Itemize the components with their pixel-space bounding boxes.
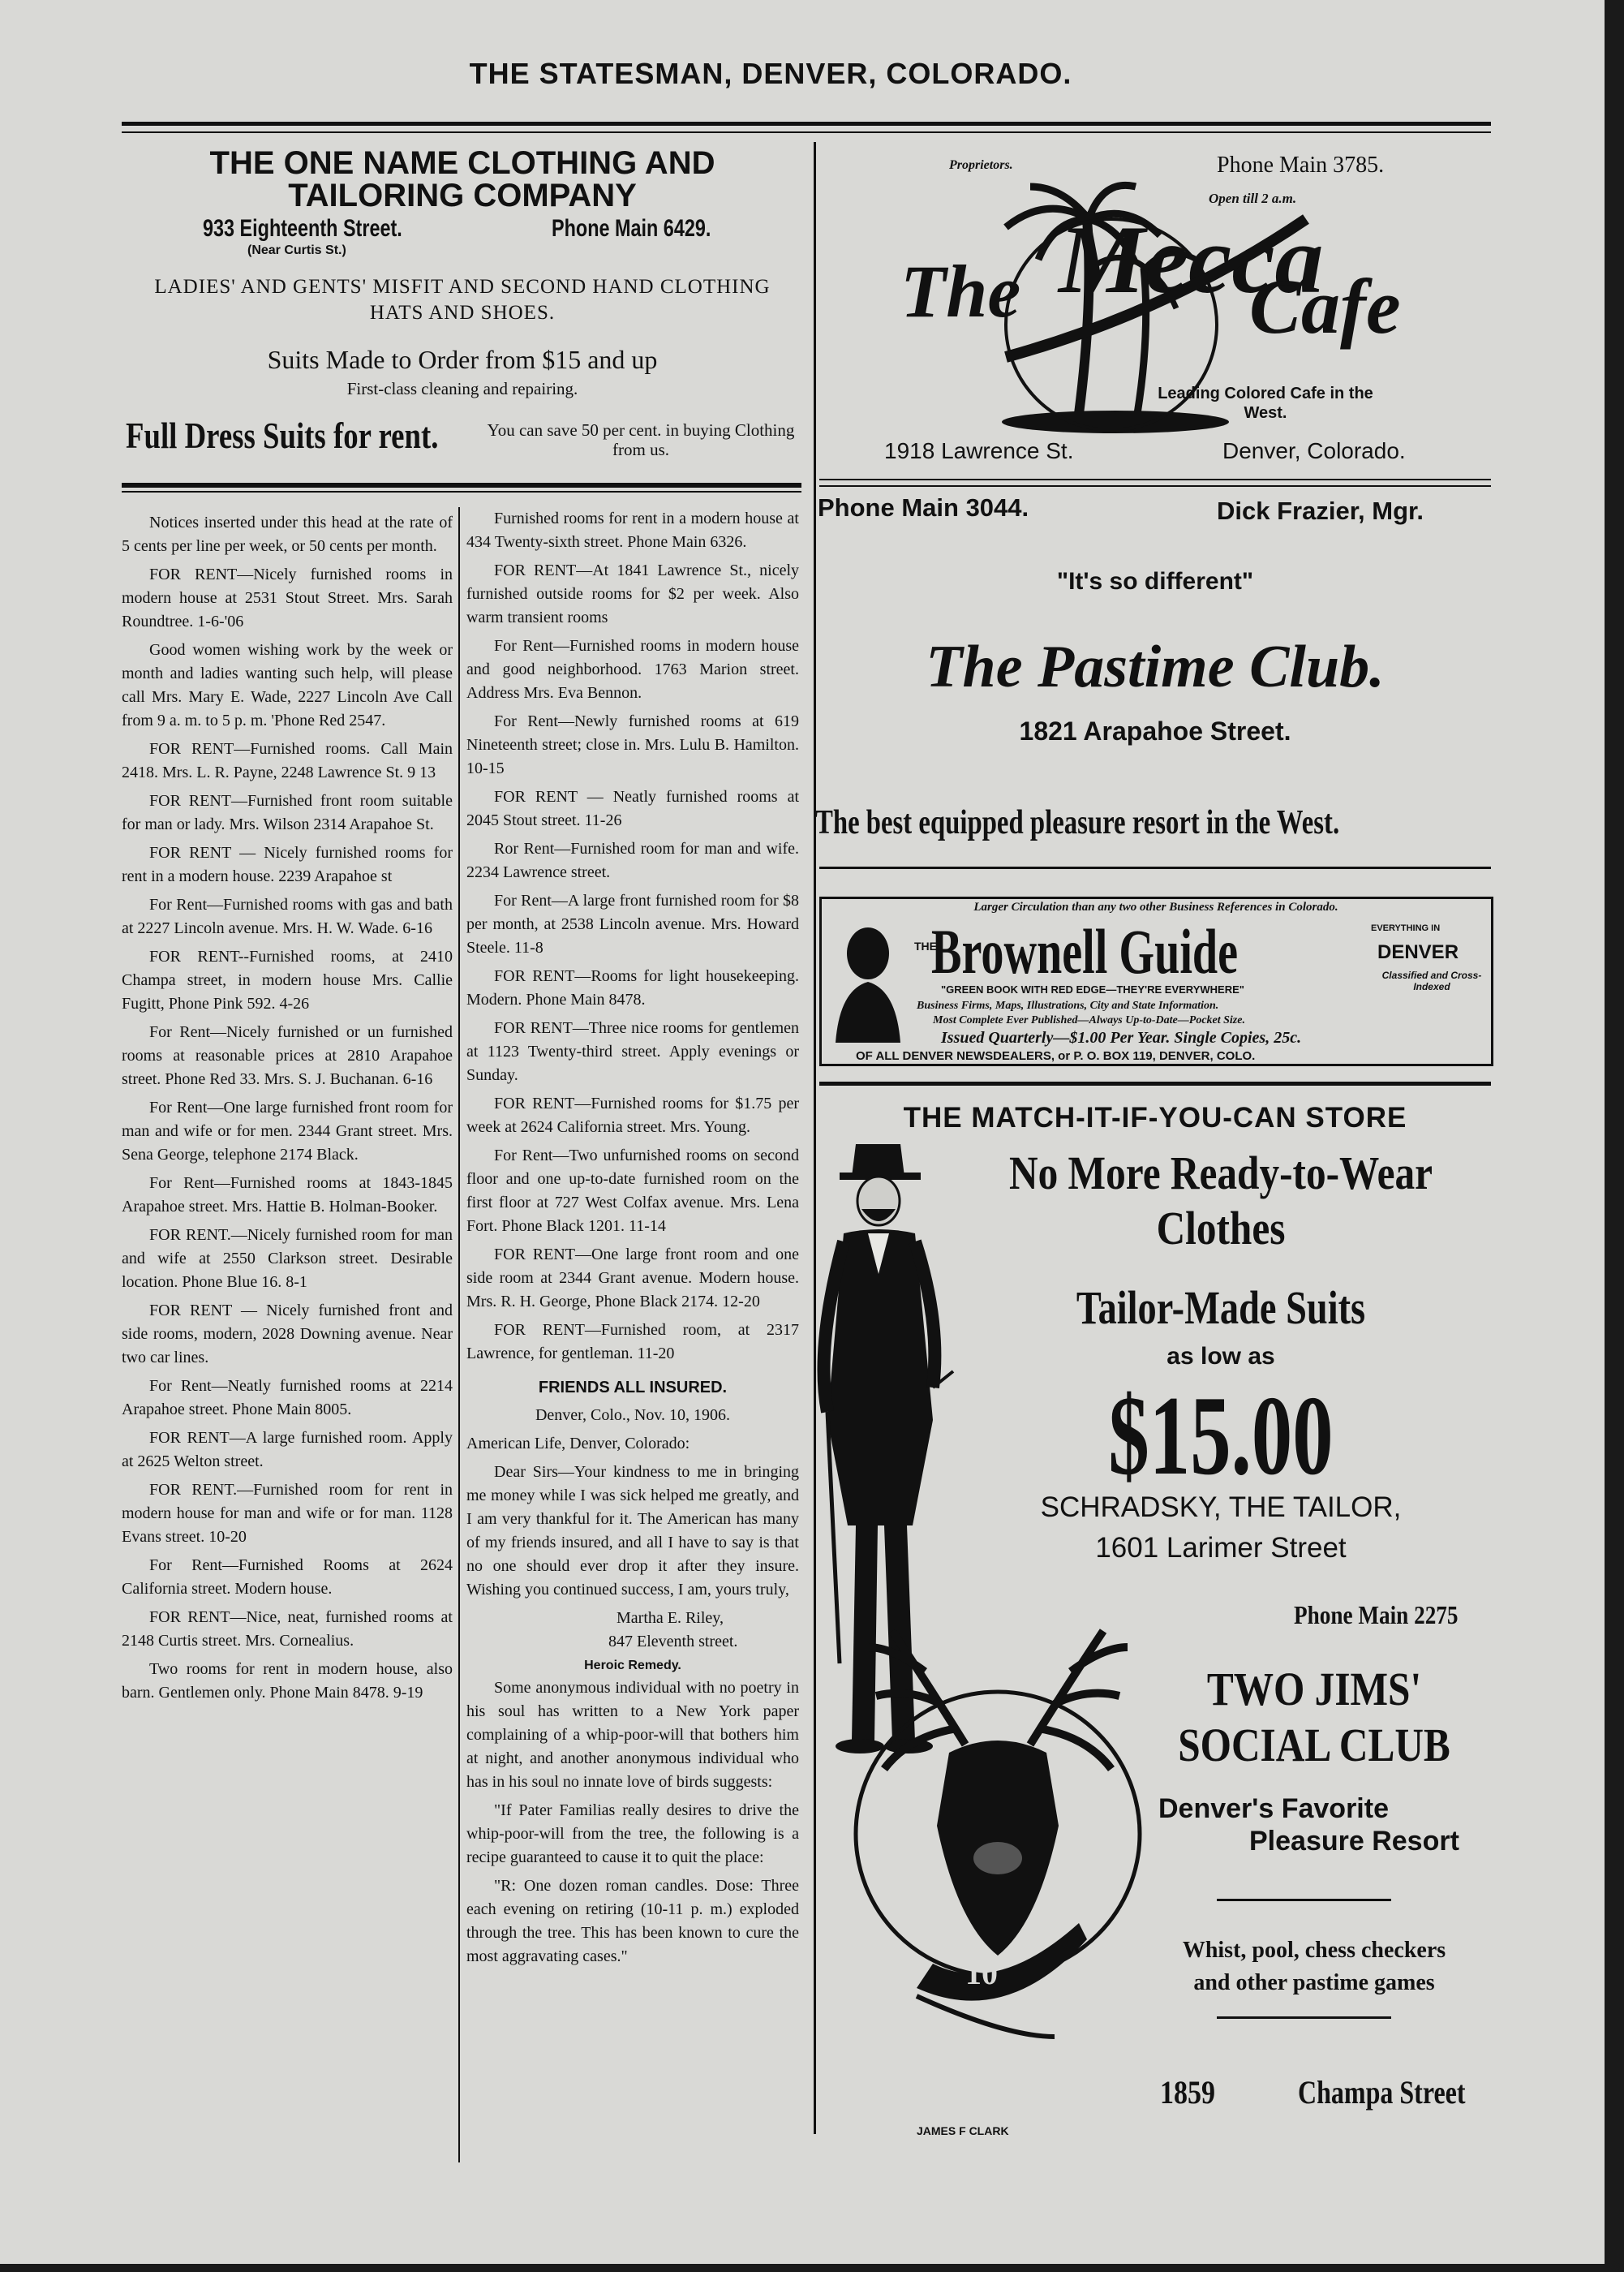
tailor-address: 1601 Larimer Street [1095, 1532, 1347, 1564]
clothing-ad-dress: Full Dress Suits for rent. [126, 415, 439, 456]
brownell-everything: EVERYTHING IN [1371, 923, 1441, 933]
classified-notice: Notices inserted under this head at the rate of 5 cents per line per week, or 50 cents per month. [122, 514, 453, 555]
brownell-complete: Most Complete Ever Published—Always Up-to-Date—Pocket Size. [933, 1014, 1245, 1026]
tailor-price: $15.00 [1108, 1373, 1334, 1499]
rent-listings [466, 507, 799, 1366]
clothing-ad-title-2: TAILORING COMPANY [288, 178, 637, 213]
classified-notice: FOR RENT—At 1841 Lawrence St., nicely furnished outside rooms for $2 per week. Also warm transient rooms [466, 562, 799, 626]
portrait-icon [831, 921, 904, 1043]
classified-notice: For Rent—Neatly furnished rooms at 2214 Arapahoe street. Phone Main 8005. [122, 1377, 453, 1418]
mecca-name-the: The [900, 250, 1021, 333]
jims-rule-1 [1217, 1899, 1391, 1901]
brownell-green: "GREEN BOOK WITH RED EDGE—THEY'RE EVERYWHERE" [941, 983, 1244, 996]
remedy-heading: Heroic Remedy. [584, 1659, 681, 1672]
tailor-clothes: Clothes [1156, 1202, 1286, 1254]
elk-emblem-icon [844, 1615, 1152, 2069]
jims-fav-1: Denver's Favorite [1158, 1793, 1389, 1824]
remedy-p3: "R: One dozen roman candles. Dose: Three each evening on retiring (10-11 p. m.) exploded through the tree. This has been known to cure the most aggravating cases." [466, 1877, 799, 1965]
clothing-ad-near: (Near Curtis St.) [247, 243, 346, 257]
clothing-ad-suits: Suits Made to Order from $15 and up [267, 345, 658, 374]
clothing-ad-title-1: THE ONE NAME CLOTHING AND [209, 145, 715, 181]
clothing-ad-address: 933 Eighteenth Street. [203, 215, 402, 242]
mecca-leading: Leading Colored Cafe in the West. [1158, 385, 1373, 422]
mecca-name-cafe: Cafe [1249, 263, 1401, 350]
tailor-tailor-made: Tailor-Made Suits [1076, 1281, 1366, 1334]
classified-notice: FOR RENT—Nicely furnished rooms in modern house at 2531 Stout Street. Mrs. Sarah Roundtree. 1-6-'06 [122, 566, 453, 630]
classified-notice: For Rent—Furnished rooms in modern house and good neighborhood. 1763 Marion street. Address Mrs. Eva Bennon. [466, 637, 799, 702]
classified-notice: FOR RENT — Nicely furnished front and side rooms, modern, 2028 Downing avenue. Near two car lines. [122, 1302, 453, 1366]
classified-notice: FOR RENT—Furnished front room suitable for man or lady. Mrs. Wilson 2314 Arapahoe St. [122, 792, 453, 833]
jims-fav-2: Pleasure Resort [1249, 1826, 1459, 1857]
mecca-rule-2 [819, 485, 1491, 487]
remedy-p2: "If Pater Familias really desires to drive the whip-poor-will from the tree, the following is a recipe guaranteed to cause it to quit the place: [466, 1801, 799, 1866]
clothing-ad-cleaning: First-class cleaning and repairing. [346, 379, 578, 398]
friends-sign-2: 847 Eleventh street. [608, 1633, 738, 1650]
brownell-name: Brownell Guide [931, 916, 1239, 987]
classified-notice: For Rent—Furnished Rooms at 2624 California street. Modern house. [122, 1556, 453, 1598]
tailor-header: THE MATCH-IT-IF-YOU-CAN STORE [903, 1102, 1407, 1134]
pastime-phone: Phone Main 3044. [818, 493, 1029, 522]
classified-notice: FOR RENT--Furnished rooms, at 2410 Champa street, in modern house Mrs. Callie Fugitt, Phone Pink 592. 4-26 [122, 948, 453, 1013]
mecca-phone: Phone Main 3785. [1217, 153, 1385, 178]
classified-notice: FOR RENT—Rooms for light housekeeping. Modern. Phone Main 8478. [466, 967, 799, 1009]
classified-notice: For Rent—Newly furnished rooms at 619 Nineteenth street; close in. Mrs. Lulu B. Hamilton. 10-15 [466, 712, 799, 777]
masthead: THE STATESMAN, DENVER, COLORADO. [469, 57, 1072, 90]
brownell-business: Business Firms, Maps, Illustrations, City and State Information. [917, 1000, 1219, 1012]
pastime-address: 1821 Arapahoe Street. [1019, 716, 1291, 746]
pastime-slogan: "It's so different" [1056, 568, 1254, 595]
pastime-tagline: The best equipped pleasure resort in the West. [815, 804, 1340, 841]
jims-credit: JAMES F CLARK [917, 2124, 1009, 2137]
classified-notice: For Rent—Nicely furnished or un furnished rooms at reasonable prices at 2810 Arapahoe street. Phone Red 33. Mrs. S. J. Buchanan. 6-16 [122, 1023, 453, 1088]
jims-phone: Phone Main 2275 [1294, 1600, 1459, 1629]
classified-notice: FOR RENT.—Nicely furnished room for man and wife at 2550 Clarkson street. Desirable location. Phone Blue 16. 8-1 [122, 1226, 453, 1291]
brownell-denver: DENVER [1377, 941, 1459, 963]
tailor-name: SCHRADSKY, THE TAILOR, [1040, 1491, 1402, 1523]
friends-dateline: Denver, Colo., Nov. 10, 1906. [535, 1406, 731, 1424]
clothing-ad-rule [122, 483, 801, 488]
mecca-rule-1 [819, 479, 1491, 480]
classified-notice: FOR RENT—Furnished rooms. Call Main 2418. Mrs. L. R. Payne, 2248 Lawrence St. 9 13 [122, 740, 453, 781]
classified-notice: FOR RENT—Furnished rooms for $1.75 per week at 2624 California street. Mrs. Young. [466, 1095, 799, 1136]
classified-notice: FOR RENT—One large front room and one side room at 2344 Grant avenue. Modern house. Mrs. R. H. George, Phone Black 2174. 12-20 [466, 1246, 799, 1310]
clothing-ad-phone: Phone Main 6429. [552, 215, 711, 242]
classified-notice: FOR RENT — Neatly furnished rooms at 2045 Stout street. 11-26 [466, 788, 799, 829]
classified-notice: FOR RENT—Three nice rooms for gentlemen at 1123 Twenty-third street. Apply evenings or Sunday. [466, 1019, 799, 1084]
brownell-rule [819, 1082, 1491, 1086]
classified-notice: For Rent—Two unfurnished rooms on second floor and one up-to-date furnished room on the first floor at 727 West Colfax avenue. Mrs. Lena Fort. Phone Black 1201. 11-14 [466, 1147, 799, 1235]
clothing-ad-rule-thin [122, 491, 801, 493]
classified-notice: Furnished rooms for rent in a modern house at 434 Twenty-sixth street. Phone Main 6326. [466, 510, 799, 551]
friends-to: American Life, Denver, Colorado: [466, 1435, 690, 1452]
classified-column-1 [122, 511, 453, 2167]
classified-notice: FOR RENT.—Furnished room for rent in modern house for man and wife or for man. 1128 Evans street. 10-20 [122, 1481, 453, 1546]
tailor-no-more: No More Ready-to-Wear [1008, 1147, 1433, 1199]
brownell-the: THE [914, 940, 937, 953]
classified-notice: FOR RENT—A large furnished room. Apply at 2625 Welton street. [122, 1429, 453, 1470]
jims-street: Champa Street [1298, 2074, 1466, 2111]
clothing-ad-line-2: HATS AND SHOES. [369, 302, 556, 324]
pastime-manager: Dick Frazier, Mgr. [1217, 497, 1424, 525]
jims-number: 1859 [1160, 2074, 1215, 2111]
mecca-open: Open till 2 a.m. [1209, 191, 1297, 206]
masthead-rule-thin [122, 131, 1491, 133]
jims-games-2: and other pastime games [1193, 1970, 1435, 1995]
jims-rule-2 [1217, 2016, 1391, 2019]
classified-column-2 [466, 507, 799, 2167]
column-divider-right [814, 142, 816, 2134]
svg-text:10: 10 [965, 1955, 998, 1991]
friends-sign-1: Martha E. Riley, [617, 1609, 724, 1627]
classified-notice: For Rent—One large furnished front room for man and wife or for men. 2344 Grant street. Mrs. Sena George, telephone 2174 Black. [122, 1099, 453, 1164]
jims-games-1: Whist, pool, chess checkers [1182, 1938, 1446, 1963]
classified-notice: FOR RENT — Nicely furnished rooms for rent in a modern house. 2239 Arapahoe st [122, 844, 453, 885]
pastime-rule [819, 867, 1491, 869]
classified-notice: FOR RENT—Furnished room, at 2317 Lawrence, for gentleman. 11-20 [466, 1321, 799, 1362]
column-divider-left [458, 507, 460, 2162]
friends-heading: FRIENDS ALL INSURED. [538, 1379, 728, 1396]
clothing-ad-save: You can save 50 per cent. in buying Clothing from us. [487, 420, 795, 459]
mecca-city: Denver, Colorado. [1222, 438, 1406, 463]
pastime-name: The Pastime Club. [926, 634, 1385, 700]
brownell-bottom: OF ALL DENVER NEWSDEALERS, or P. O. BOX 119, DENVER, COLO. [856, 1049, 1256, 1063]
mecca-name-mecca: Mecca [1059, 205, 1324, 313]
mecca-address: 1918 Lawrence St. [884, 438, 1074, 463]
brownell-quarterly: Issued Quarterly—$1.00 Per Year. Single Copies, 25c. [941, 1029, 1302, 1047]
masthead-rule [122, 122, 1491, 126]
jims-name-1: TWO JIMS' [1206, 1663, 1422, 1715]
classified-notice: Good women wishing work by the week or month and ladies wanting such help, will please call Mrs. Mary E. Wade, 2227 Lincoln Ave Call from 9 a. m. to 5 p. m. 'Phone Red 2547. [122, 641, 453, 729]
classified-notice: Two rooms for rent in modern house, also barn. Gentlemen only. Phone Main 8478. 9-19 [122, 1660, 453, 1702]
brownell-top: Larger Circulation than any two other Business References in Colorado. [973, 901, 1338, 914]
remedy-p1: Some anonymous individual with no poetry in his soul has written to a New York paper complaining of a whip-poor-will that bothers him at night, and another anonymous individual who has in his soul no innate love of birds suggests: [466, 1679, 799, 1791]
brownell-classified: Classified and Cross-Indexed [1381, 970, 1482, 992]
classified-notice: For Rent—A large front furnished room for $8 per month, at 2538 Lincoln avenue. Mrs. Howard Steele. 11-8 [466, 892, 799, 957]
tailor-as-low: as low as [1166, 1343, 1275, 1370]
jims-name-2: SOCIAL CLUB [1178, 1719, 1450, 1771]
classified-notice: For Rent—Furnished rooms with gas and bath at 2227 Lincoln avenue. Mrs. H. W. Wade. 6-16 [122, 896, 453, 937]
clothing-ad-line-1: LADIES' AND GENTS' MISFIT AND SECOND HAND CLOTHING [154, 276, 771, 298]
friends-body: Dear Sirs—Your kindness to me in bringing me money while I was sick helped me greatly, and I am very thankful for it. The American has many of my friends insured, and all I have to say is that no one should ever drop it after they insure. Wishing you continued success, I am, yours truly, [466, 1463, 799, 1599]
classified-notice: Ror Rent—Furnished room for man and wife. 2234 Lawrence street. [466, 840, 799, 881]
classified-notice: For Rent—Furnished rooms at 1843-1845 Arapahoe street. Mrs. Hattie B. Holman-Booker. [122, 1174, 453, 1216]
mecca-proprietors: Proprietors. [949, 158, 1013, 172]
classified-notice: FOR RENT—Nice, neat, furnished rooms at 2148 Curtis street. Mrs. Cornealius. [122, 1608, 453, 1650]
